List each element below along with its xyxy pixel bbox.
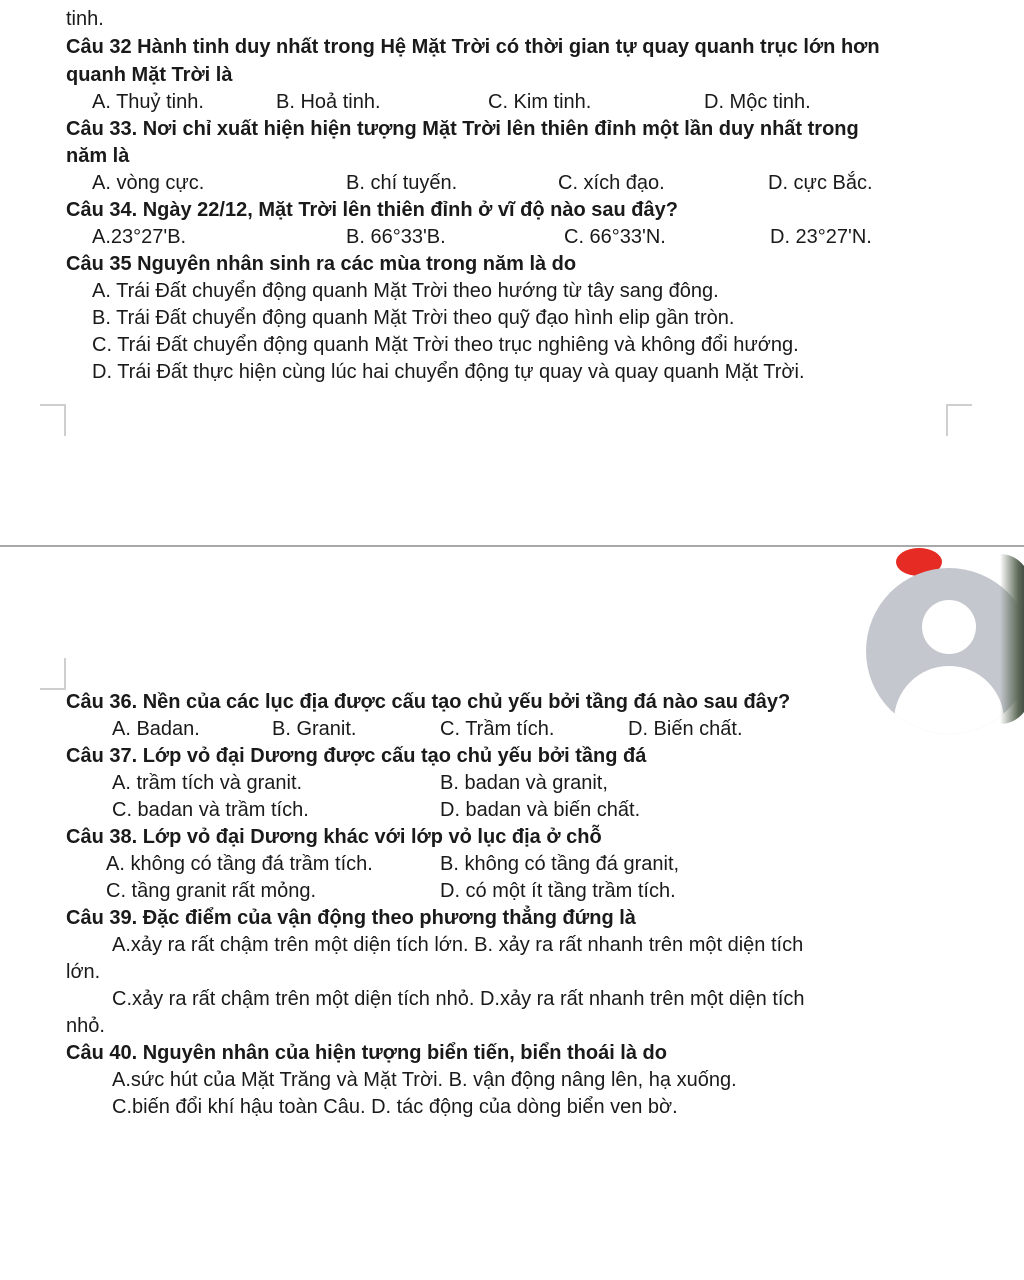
page-divider [0, 545, 1024, 547]
q39-line-1: A.xảy ra rất chậm trên một diện tích lớn. B. xảy ra rất nhanh trên một diện tích [112, 934, 804, 956]
q39-line-2: lớn. [66, 961, 101, 983]
q36-option-d: D. Biến chất. [628, 718, 743, 740]
q38-option-a: A. không có tầng đá trầm tích. [106, 853, 373, 875]
q38-option-d: D. có một ít tầng trầm tích. [440, 880, 676, 902]
q33-option-c: C. xích đạo. [558, 172, 665, 194]
q33-option-b: B. chí tuyến. [346, 172, 458, 194]
q36-option-b: B. Granit. [272, 718, 357, 740]
q39-line-3: C.xảy ra rất chậm trên một diện tích nhỏ. D.xảy ra rất nhanh trên một diện tích [112, 988, 805, 1010]
avatar-edge [1000, 554, 1024, 724]
user-avatar[interactable] [866, 548, 1024, 738]
q34-option-b: B. 66°33'B. [346, 226, 446, 248]
q32-option-d: D. Mộc tinh. [704, 91, 811, 113]
q34-option-d: D. 23°27'N. [770, 226, 872, 248]
q37-option-a: A. trầm tích và granit. [112, 772, 303, 794]
question-34-stem: Câu 34. Ngày 22/12, Mặt Trời lên thiên đỉnh ở vĩ độ nào sau đây? [66, 199, 678, 221]
q34-option-a: A.23°27'B. [92, 226, 187, 248]
question-40-stem: Câu 40. Nguyên nhân của hiện tượng biển tiến, biển thoái là do [66, 1042, 667, 1064]
q32-option-a: A. Thuỷ tinh. [92, 91, 204, 113]
question-33-stem-cont: năm là [66, 145, 130, 167]
q35-option-d: D. Trái Đất thực hiện cùng lúc hai chuyển động tự quay và quay quanh Mặt Trời. [92, 361, 805, 383]
q39-line-4: nhỏ. [66, 1015, 105, 1037]
q36-option-a: A. Badan. [112, 718, 200, 740]
page-corner-mark-right [946, 404, 972, 436]
q35-option-b: B. Trái Đất chuyển động quanh Mặt Trời theo quỹ đạo hình elip gần tròn. [92, 307, 735, 329]
q37-option-d: D. badan và biến chất. [440, 799, 641, 821]
page-corner-mark-left [40, 404, 66, 436]
q35-option-c: C. Trái Đất chuyển động quanh Mặt Trời theo trục nghiêng và không đổi hướng. [92, 334, 799, 356]
q40-line-2: C.biến đổi khí hậu toàn Câu. D. tác động của dòng biển ven bờ. [112, 1096, 678, 1118]
q38-option-c: C. tầng granit rất mỏng. [106, 880, 317, 902]
q37-option-c: C. badan và trầm tích. [112, 799, 309, 821]
q32-option-b: B. Hoả tinh. [276, 91, 381, 113]
q38-option-b: B. không có tầng đá granit, [440, 853, 680, 875]
question-36-stem: Câu 36. Nền của các lục địa được cấu tạo chủ yếu bởi tầng đá nào sau đây? [66, 691, 791, 713]
q40-line-1: A.sức hút của Mặt Trăng và Mặt Trời. B. vận động nâng lên, hạ xuống. [112, 1069, 737, 1091]
q37-option-b: B. badan và granit, [440, 772, 608, 794]
question-37-stem: Câu 37. Lớp vỏ đại Dương được cấu tạo chủ yếu bởi tầng đá [66, 745, 647, 767]
continuation-text: tinh. [66, 8, 104, 30]
question-39-stem: Câu 39. Đặc điểm của vận động theo phương thẳng đứng là [66, 907, 636, 929]
question-38-stem: Câu 38. Lớp vỏ đại Dương khác với lớp vỏ lục địa ở chỗ [66, 826, 602, 848]
q33-option-d: D. cực Bắc. [768, 172, 873, 194]
question-35-stem: Câu 35 Nguyên nhân sinh ra các mùa trong năm là do [66, 253, 577, 275]
q32-option-c: C. Kim tinh. [488, 91, 592, 113]
q33-option-a: A. vòng cực. [92, 172, 205, 194]
question-32-stem: Câu 32 Hành tinh duy nhất trong Hệ Mặt Trời có thời gian tự quay quanh trục lớn hơn [66, 36, 880, 58]
question-33-stem: Câu 33. Nơi chỉ xuất hiện hiện tượng Mặt Trời lên thiên đỉnh một lần duy nhất trong [66, 118, 859, 140]
q35-option-a: A. Trái Đất chuyển động quanh Mặt Trời theo hướng từ tây sang đông. [92, 280, 719, 302]
avatar-head-shape [922, 600, 976, 654]
q34-option-c: C. 66°33'N. [564, 226, 666, 248]
q36-option-c: C. Trầm tích. [440, 718, 555, 740]
page-corner-mark-bottom-left [40, 658, 66, 690]
question-32-stem-cont: quanh Mặt Trời là [66, 64, 233, 86]
avatar-body-shape [894, 666, 1004, 734]
